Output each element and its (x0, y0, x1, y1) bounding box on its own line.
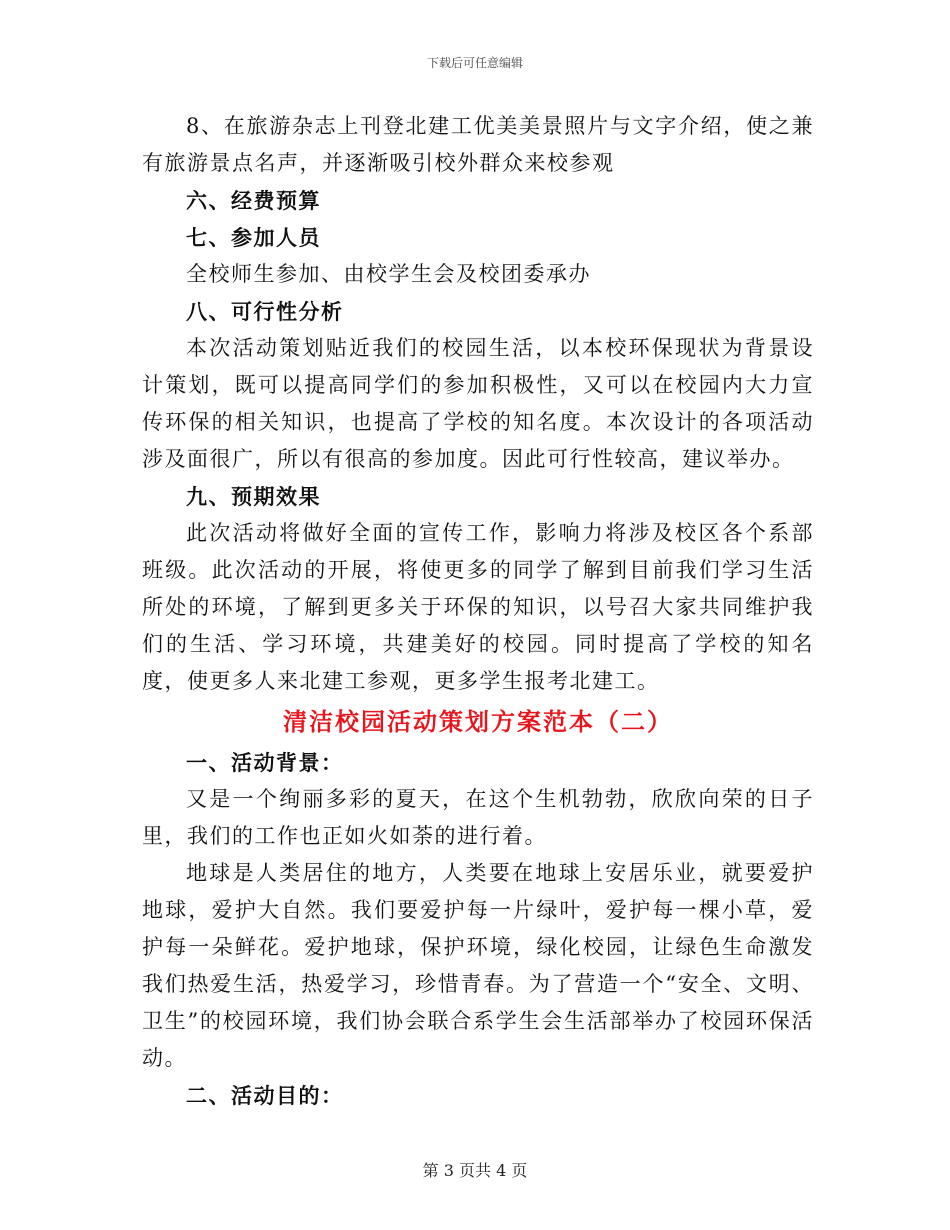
paragraph-expected-effect: 此次活动将做好全面的宣传工作，影响力将涉及校区各个系部班级。此次活动的开展，将使更多的同学了解到目前我们学习生活所处的环境，了解到更多关于环保的知识，以号召大家共同维护我们的生活、学习环境，共建美好的校园。同时提高了学校的知名度，使更多人来北建工参观，更多学生报考北建工。 (142, 521, 814, 693)
section-heading-budget: 六、经费预算 (186, 188, 321, 213)
document-body (142, 108, 814, 1114)
page-header: 下载后可任意编辑 (426, 56, 523, 70)
section-heading-feasibility: 八、可行性分析 (186, 299, 344, 324)
section-heading-background: 一、活动背景： (186, 750, 344, 775)
paragraph-participants: 全校师生参加、由校学生会及校团委承办 (186, 262, 591, 286)
paragraph-background-1: 又是一个绚丽多彩的夏天，在这个生机勃勃，欣欣向荣的日子里，我们的工作也正如火如荼的进行着。 (142, 787, 814, 848)
page-footer: 第 3 页共 4 页 (422, 1161, 528, 1180)
paragraph-background-2: 地球是人类居住的地方，人类要在地球上安居乐业，就要爱护地球，爱护大自然。我们要爱护每一片绿叶，爱护每一棵小草，爱护每一朵鲜花。爱护地球，保护环境，绿化校园，让绿色生命激发我们热爱生活，热爱学习，珍惜青春。为了营造一个“安全、文明、卫生”的校园环境，我们协会联合系学生会生活部举办了校园环保活动。 (142, 861, 814, 1070)
paragraph-feasibility: 本次活动策划贴近我们的校园生活，以本校环保现状为背景设计策划，既可以提高同学们的参加积极性，又可以在校园内大力宣传环保的相关知识，也提高了学校的知名度。本次设计的各项活动涉及面很广，所以有很高的参加度。因此可行性较高，建议举办。 (142, 336, 814, 471)
section-heading-purpose: 二、活动目的： (186, 1083, 344, 1108)
section-heading-expected-effect: 九、预期效果 (186, 484, 321, 509)
paragraph-item-8: 8、在旅游杂志上刊登北建工优美美景照片与文字介绍，使之兼有旅游景点名声，并逐渐吸引校外群众来校参观 (142, 114, 814, 175)
document-title: 清洁校园活动策划方案范本（二） (283, 707, 673, 736)
section-heading-participants: 七、参加人员 (186, 225, 321, 250)
